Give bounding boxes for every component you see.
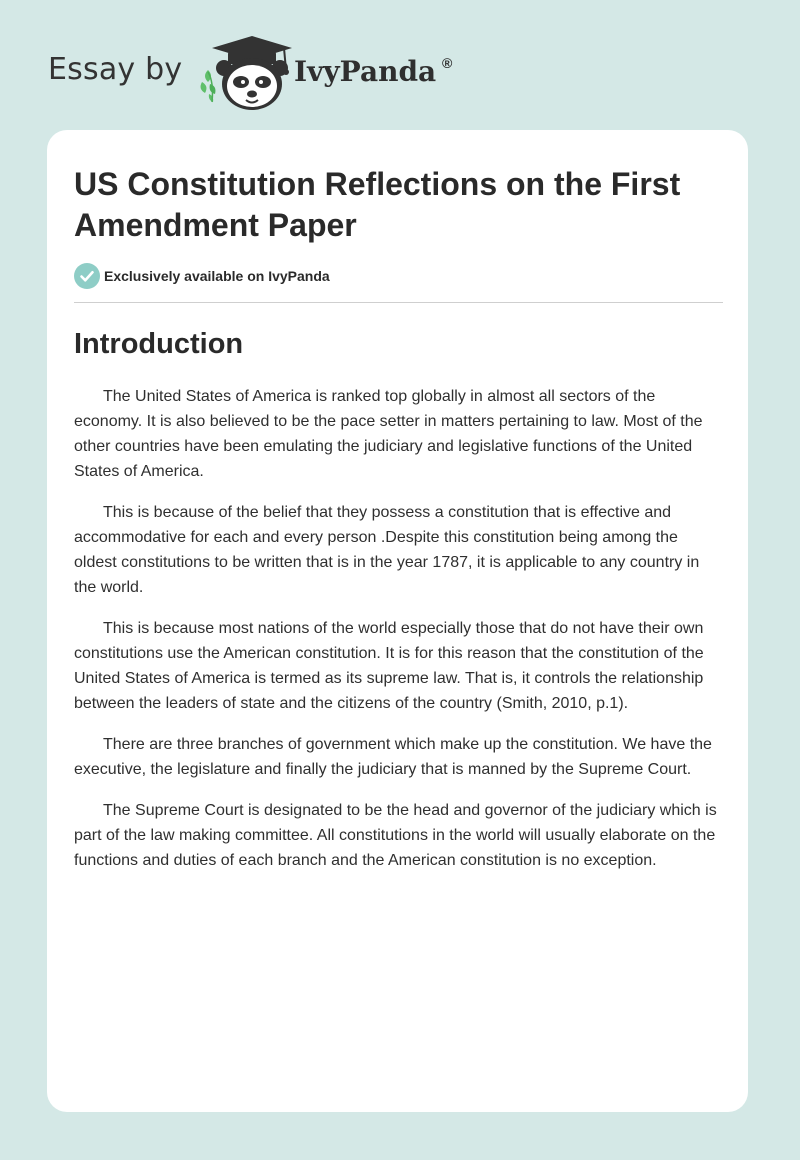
page-title: US Constitution Reflections on the First Amendment Paper bbox=[74, 166, 681, 243]
brand-name[interactable]: IvyPanda bbox=[294, 55, 437, 88]
essay-card bbox=[47, 130, 748, 1112]
paragraph: The Supreme Court is designated to be the head and governor of the judiciary which is part of the law making committee. All constitutions in the world will usually elaborate on the functions and duties of each branch and the American constitution is no exception. bbox=[74, 802, 717, 869]
paragraph: This is because most nations of the world especially those that do not have their own constitutions use the American constitution. It is for this reason that the constitution of the United States of America is termed as its supreme law. That is, it controls the relationship between the leaders of state and the citizens of the country (Smith, 2010, p.1). bbox=[74, 620, 704, 712]
paragraph: This is because of the belief that they possess a constitution that is effective and accommodative for each and every person .Despite this constitution being among the oldest constitutions to be written that is in the year 1787, it is applicable to any country in the world. bbox=[74, 504, 700, 596]
exclusive-badge-text: Exclusively available on IvyPanda bbox=[104, 268, 330, 284]
section-heading: Introduction bbox=[74, 328, 244, 360]
article-body bbox=[74, 384, 724, 889]
registered-mark: ® bbox=[442, 55, 453, 71]
site-header bbox=[0, 0, 800, 130]
check-circle-icon bbox=[74, 263, 100, 289]
essay-by-label: Essay by bbox=[48, 52, 183, 87]
paragraph: The United States of America is ranked top globally in almost all sectors of the economy. It is also believed to be the pace setter in matters pertaining to law. Most of the other countries have been emulating the judiciary and legislative functions of the United States of America. bbox=[74, 388, 703, 480]
divider bbox=[74, 302, 723, 303]
ivypanda-logo-icon[interactable] bbox=[198, 36, 294, 112]
paragraph: There are three branches of government which make up the constitution. We have the executive, the legislature and finally the judiciary that is manned by the Supreme Court. bbox=[74, 736, 712, 778]
